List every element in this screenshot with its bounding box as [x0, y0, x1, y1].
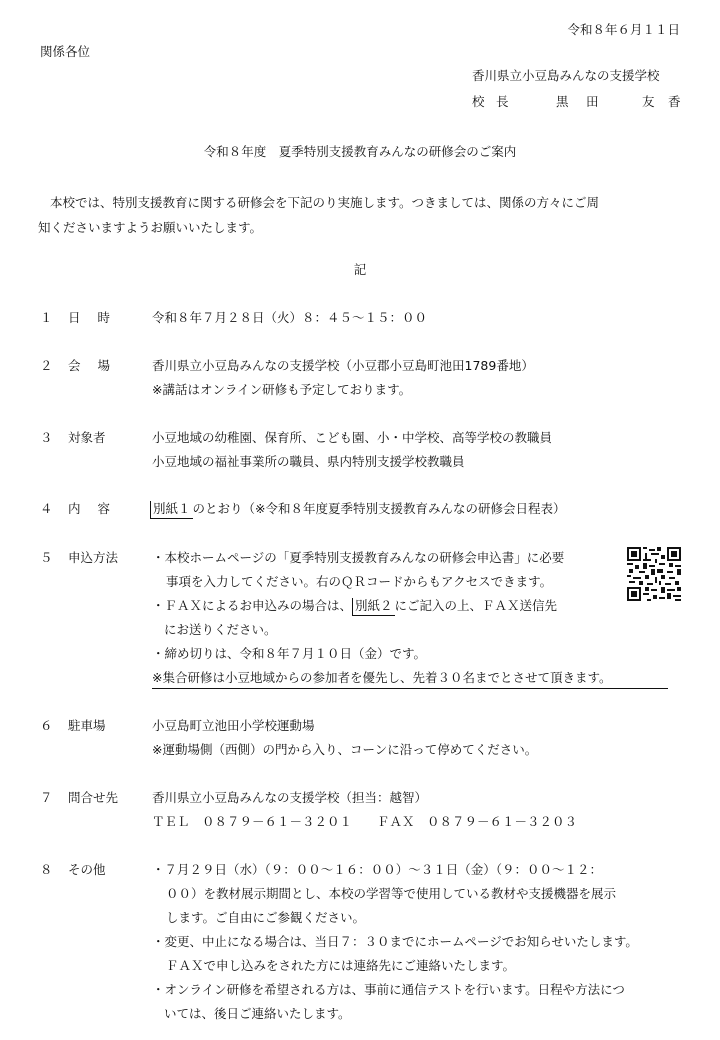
section-content-line: ・変更、中止になる場合は、当日７：３０までにホームページでお知らせいたします。 [152, 934, 638, 949]
intro-paragraph [38, 190, 688, 240]
sender-school: 香川県立小豆島みんなの支援学校 [472, 68, 660, 83]
section-content-line: ※講話はオンライン研修も予定しております。 [152, 382, 412, 397]
contact-phone-fax: ＴＥＬ ０８７９－６１－３２０１ ＦＡＸ ０８７９－６１－３２０３ [152, 814, 578, 829]
section-number: １ [40, 310, 53, 325]
section-content-line: ・オンライン研修を希望される方は、事前に通信テストを行います。日程や方法につ [152, 982, 625, 997]
sender-name-char: 黒 [556, 94, 569, 109]
section-content-line: 香川県立小豆島みんなの支援学校（担当：越智） [152, 790, 428, 805]
section-label-char: 内 [68, 501, 81, 516]
section-content-line: ・本校ホームページの「夏季特別支援教育みんなの研修会申込書」に必要 [152, 550, 565, 565]
attachment-1-desc: のとおり（※令和８年度夏季特別支援教育みんなの研修会日程表） [192, 501, 566, 516]
section-content-line: いては、後日ご連絡いたします。 [164, 1006, 351, 1021]
section-content-line: ・７月２９日（水）（９：００～１６：００）～３１日（金）（９：００～１２： [152, 862, 603, 877]
section-label-char: 会 [68, 358, 81, 373]
section-content: 令和８年７月２８日（火）８：４５～１５：００ [152, 310, 428, 325]
section-content-line: 小豆地域の幼稚園、保育所、こども園、小・中学校、高等学校の教職員 [152, 430, 553, 445]
section-label: 対象者 [68, 430, 106, 445]
section-number: ２ [40, 358, 53, 373]
ki-marker: 記 [353, 262, 367, 277]
intro-line: 本校では、特別支援教育に関する研修会を下記のり実施します。つきましては、関係の方々にご周 [50, 195, 600, 210]
section-number: ４ [40, 501, 53, 516]
section-content-line: 小豆島町立池田小学校運動場 [152, 718, 315, 733]
section-content-line: ・締め切りは、令和８年７月１０日（金）です。 [152, 646, 427, 661]
sender-name-char: 香 [668, 94, 681, 109]
section-label [68, 503, 110, 516]
section-label [68, 312, 110, 325]
section-content-line: ＦＡＸで申し込みをされた方には連絡先にご連絡いたします。 [166, 958, 516, 973]
document-date: 令和８年６月１１日 [567, 22, 680, 37]
section-label [68, 360, 110, 373]
section-content-line: 香川県立小豆島みんなの支援学校（小豆郡小豆島町池田1789番地） [152, 358, 534, 373]
section-number: ７ [40, 790, 53, 805]
section-number: ５ [40, 550, 53, 565]
sender-principal [472, 96, 682, 109]
intro-line: 知くださいますようお願いいたします。 [38, 220, 263, 235]
qr-code-icon[interactable] [627, 547, 681, 601]
priority-note: ※集合研修は小豆地域からの参加者を優先し、先着３０名までとさせて頂きます。 [152, 672, 668, 689]
section-label-char: 日 [68, 310, 81, 325]
addressee: 関係各位 [40, 44, 91, 59]
fax-text-b: にご記入の上、ＦＡＸ送信先 [394, 598, 558, 613]
section-content-line: します。ご自由にご参観ください。 [166, 910, 366, 925]
section-label-char: 場 [97, 358, 110, 373]
fax-text-a: ・ＦＡＸによるお申込みの場合は、 [152, 598, 353, 613]
section-label: 問合せ先 [68, 790, 119, 805]
section-content-line: ※運動場側（西側）の門から入り、コーンに沿って停めてください。 [152, 742, 538, 757]
section-label-char: 時 [97, 310, 110, 325]
section-label: 駐車場 [68, 718, 106, 733]
attachment-2-ref: 別紙２ [352, 598, 395, 616]
section-label: その他 [68, 862, 106, 877]
section-content-line: にお送りください。 [164, 622, 277, 637]
section-number: ８ [40, 862, 53, 877]
sender-title-char: 長 [496, 94, 509, 109]
section-label-char: 容 [97, 501, 110, 516]
document-title: 令和８年度 夏季特別支援教育みんなの研修会のご案内 [203, 144, 517, 159]
section-content-line [150, 503, 566, 516]
section-content-line: 小豆地域の福祉事業所の職員、県内特別支援学校教職員 [152, 454, 465, 469]
section-number: ３ [40, 430, 53, 445]
section-content-line: 事項を入力してください。右のＱＲコードからもアクセスできます。 [166, 574, 553, 589]
sender-name-char: 友 [642, 94, 655, 109]
sender-title-char: 校 [472, 94, 485, 109]
section-number: ６ [40, 718, 53, 733]
section-label: 申込方法 [68, 550, 119, 565]
attachment-1-ref: 別紙１ [150, 501, 193, 519]
sender-name-char: 田 [586, 94, 599, 109]
section-content-line: ００）を教材展示期間とし、本校の学習等で使用している教材や支援機器を展示 [166, 886, 617, 901]
section-content-line [152, 600, 557, 613]
